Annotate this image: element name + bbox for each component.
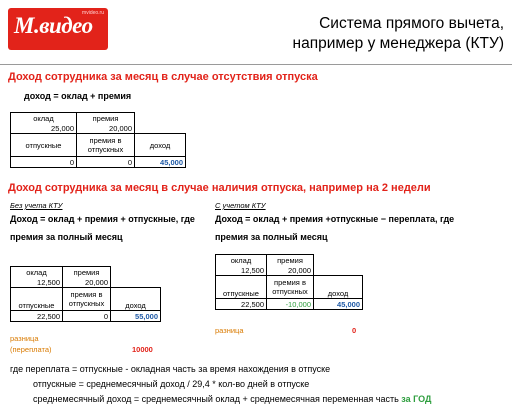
note-line3-emphasis: за ГОД — [401, 394, 432, 404]
value-oklad: 12,500 — [216, 265, 267, 276]
header-dohod: доход — [314, 276, 363, 299]
header-divider — [0, 64, 512, 65]
section1-table — [10, 112, 186, 168]
value-otpusknye: 22,500 — [11, 311, 63, 322]
note-line2: отпускные = среднемесячный доход / 29,4 * кол-во дней в отпуске — [33, 379, 310, 389]
left-table — [10, 266, 161, 322]
note-line3 — [33, 394, 431, 404]
value-premia: 20,000 — [77, 123, 135, 134]
left-formula-line1: Доход = оклад + премия + отпускные, где — [10, 214, 195, 224]
right-table — [215, 254, 363, 310]
value-dohod: 55,000 — [111, 311, 161, 322]
right-subtitle: С учетом КТУ — [215, 201, 266, 210]
header-oklad: оклад — [11, 267, 63, 278]
value-premia-v-otpusknyh: -10,000 — [267, 299, 314, 310]
left-formula-line2: премия за полный месяц — [10, 232, 123, 242]
value-premia-v-otpusknyh: 0 — [63, 311, 111, 322]
value-premia-v-otpusknyh: 0 — [77, 157, 135, 168]
right-formula-line2: премия за полный месяц — [215, 232, 328, 242]
logo-sub-text: mvideo.ru — [82, 10, 104, 16]
value-dohod: 45,000 — [135, 157, 186, 168]
right-diff-label: разница — [215, 326, 244, 335]
value-oklad: 12,500 — [11, 277, 63, 288]
header-otpusknye: отпускные — [11, 134, 77, 157]
mvideo-logo — [8, 8, 108, 50]
section1-formula: доход = оклад + премия — [24, 91, 132, 101]
left-diff-label-line1: разница — [10, 334, 39, 343]
header-otpusknye: отпускные — [11, 288, 63, 311]
section2-title: Доход сотрудника за месяц в случае наличия отпуска, например на 2 недели — [8, 182, 431, 194]
value-otpusknye: 22,500 — [216, 299, 267, 310]
left-subtitle: Без учета КТУ — [10, 201, 63, 210]
note-line1: где переплата = отпускные - окладная часть за время нахождения в отпуске — [10, 364, 331, 374]
value-premia: 20,000 — [267, 265, 314, 276]
header-premia-v-otpusknyh: премия в отпускных — [267, 276, 314, 299]
section1-title: Доход сотрудника за месяц в случае отсутствия отпуска — [8, 71, 318, 83]
value-premia: 20,000 — [63, 277, 111, 288]
header-premia-v-otpusknyh: премия в отпускных — [63, 288, 111, 311]
header-premia: премия — [267, 255, 314, 266]
value-otpusknye: 0 — [11, 157, 77, 168]
header-dohod: доход — [135, 134, 186, 157]
slide-title — [174, 14, 504, 54]
left-diff-value: 10000 — [132, 345, 153, 354]
header-premia: премия — [63, 267, 111, 278]
header-oklad: оклад — [216, 255, 267, 266]
header-oklad: оклад — [11, 113, 77, 124]
right-formula-line1: Доход = оклад + премия +отпускные − переплата, где — [215, 214, 455, 224]
header-dohod: доход — [111, 288, 161, 311]
value-dohod: 45,000 — [314, 299, 363, 310]
header-premia: премия — [77, 113, 135, 124]
header-otpusknye: отпускные — [216, 276, 267, 299]
right-diff-value: 0 — [352, 326, 357, 335]
slide-title-line2: например у менеджера (КТУ) — [292, 35, 504, 52]
slide-title-line1: Система прямого вычета, — [319, 15, 504, 32]
value-oklad: 25,000 — [11, 123, 77, 134]
left-diff-label-line2: (переплата) — [10, 345, 52, 354]
logo-text: М.видео — [14, 13, 93, 38]
note-line3-text: среднемесячный доход = среднемесячный оклад + среднемесячная переменная часть — [33, 394, 402, 404]
header-premia-v-otpusknyh: премия в отпускных — [77, 134, 135, 157]
